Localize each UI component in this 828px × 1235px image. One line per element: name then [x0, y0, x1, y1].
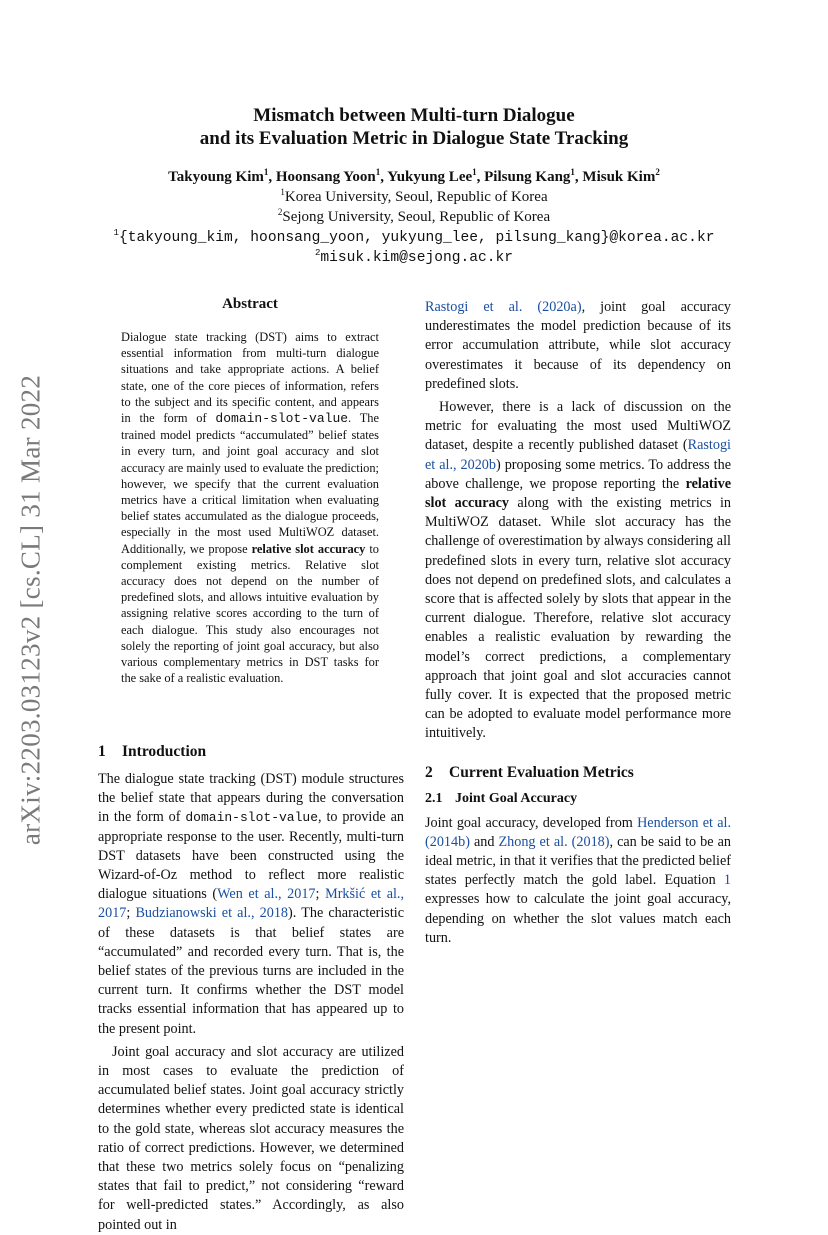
- citation-link[interactable]: Henderson et al. (2014b): [425, 814, 731, 850]
- citation-link[interactable]: Mrkšić et al., 2017: [98, 886, 405, 922]
- section-number: 1: [98, 743, 106, 760]
- body-text: , can be said to be an ideal metric, in that it verifies that the predicted belief states perfectly match the gold label. Equation: [425, 833, 731, 889]
- paper-title: [80, 104, 748, 150]
- equation-reference-link[interactable]: 1: [723, 872, 731, 889]
- title-line-2: and its Evaluation Metric in Dialogue State Tracking: [199, 128, 629, 149]
- abstract-text: Dialogue state tracking (DST) aims to extract essential information from multi-turn dialogue situations and take appropriate actions. A belief state, one of the core pieces of information, refers to the subject and its specific content, and appears in the form of: [121, 330, 379, 426]
- body-text: Joint goal accuracy, developed from: [425, 814, 638, 831]
- section-title: Introduction: [122, 743, 207, 760]
- citation-link[interactable]: Zhong et al. (2018): [498, 833, 610, 850]
- citation-link[interactable]: Wen et al., 2017: [217, 886, 316, 903]
- abstract-body: [121, 329, 379, 686]
- inline-code: domain-slot-value: [185, 810, 318, 826]
- email-line-2: [40, 248, 788, 268]
- body-text: , joint goal accuracy underestimates the model prediction because of its error accumulation attribute, while slot accuracy overestimates it because of its dependency on predefined slots.: [425, 299, 732, 392]
- body-text: Joint goal accuracy and slot accuracy are utilized in most cases to evaluate the prediction of accumulated belief states. Joint goal accuracy strictly determines whether every predicted state is identical to the gold state, whereas slot accuracy measures the ratio of correct predictions. However, we determined that these two metrics solely focus on “penalizing states that fail to predict,” not considering “reward for well-predicted states.” Accordingly, as also pointed out in: [98, 1043, 404, 1233]
- section-title: Current Evaluation Metrics: [449, 763, 634, 781]
- intro-paragraph-3: [425, 398, 731, 744]
- author-name: Yukyung Lee: [387, 169, 473, 185]
- intro-paragraph-1: [98, 770, 404, 1039]
- author-name: Misuk Kim: [582, 169, 656, 185]
- arxiv-identifier-text: arXiv:2203.03123v2 [cs.CL] 31 Mar 2022: [15, 374, 46, 846]
- citation-link[interactable]: Rastogi et al. (2020a): [425, 299, 582, 315]
- abstract-code: domain-slot-value: [215, 411, 349, 427]
- affiliation-2: [60, 207, 768, 227]
- email-mark: 1: [113, 228, 119, 238]
- abstract-text: . The trained model predicts “accumulated” belief states in every turn, and joint goal accuracy and slot accuracy are mainly used to evaluate the prediction; however, we specify that the current evaluation metrics have a critical limitation when evaluating belief states accumulated as the dialogue proceeds, especially in the most used MultiWOZ dataset. Additionally, we propose: [121, 411, 379, 556]
- author-affiliation-mark: 1: [472, 167, 477, 177]
- author-name: Takyoung Kim: [168, 169, 264, 185]
- body-text: However, there is a lack of discussion on the metric for evaluating the most used MultiWOZ dataset, despite a recently published dataset (: [425, 399, 731, 454]
- abstract-text: to complement existing metrics. Relative slot accuracy does not depend on the number of predefined slots, and allows intuitive evaluation by assigning relative scores according to the turn of each dialogue. This study also encourages not solely the reporting of joint goal accuracy, but also various complementary metrics in DST tasks for the sake of a realistic evaluation.: [121, 541, 379, 686]
- author-affiliation-mark: 1: [570, 167, 575, 177]
- subsection-number: 2.1: [425, 790, 443, 806]
- left-column: [98, 743, 404, 1235]
- affiliation-text: Korea University, Seoul, Republic of Korea: [284, 189, 548, 205]
- citation-link[interactable]: Budzianowski et al., 2018: [135, 905, 289, 922]
- arxiv-identifier: [6, 360, 56, 860]
- body-text: ). The characteristic of these datasets is that belief states are “accumulated” and recorded every turn. That is, the belief states of the previous turns are included in the current turn. It confirms whether the DST model tracks essential information that has appeared up to the present point.: [98, 905, 405, 1037]
- section-heading-introduction: [98, 743, 404, 761]
- abstract-heading: Abstract: [222, 296, 278, 312]
- author-affiliation-mark: 1: [375, 167, 381, 177]
- title-line-1: Mismatch between Multi-turn Dialogue: [253, 105, 575, 126]
- email-text: misuk.kim@sejong.ac.kr: [320, 250, 514, 266]
- section-number: 2: [425, 763, 433, 781]
- body-text: , to provide an appropriate response to the user. Recently, multi-turn DST datasets have been constructed using the Wizard-of-Oz method to reflect more realistic dialogue situations (: [98, 809, 405, 903]
- abstract-emphasis: relative slot accuracy: [251, 541, 366, 556]
- author-affiliation-mark: 1: [263, 167, 269, 177]
- body-text: and: [469, 833, 499, 850]
- affiliation-text: Sejong University, Seoul, Republic of Korea: [282, 209, 551, 225]
- joint-goal-paragraph: [425, 814, 731, 948]
- author-name: Pilsung Kang: [484, 169, 571, 185]
- body-text: The dialogue state tracking (DST) module structures the belief state that appears during the conversation in the form of: [98, 771, 404, 826]
- body-text: ) proposing some metrics. To address the above challenge, we propose reporting the: [425, 456, 731, 492]
- citation-separator: ;: [315, 886, 326, 903]
- body-emphasis: relative slot accuracy: [425, 475, 731, 512]
- subsection-title: Joint Goal Accuracy: [455, 790, 578, 806]
- email-line-1: [40, 228, 788, 248]
- body-text: expresses how to calculate the joint goal accuracy, depending on whether the slot values match each turn.: [425, 891, 731, 946]
- author-name: Hoonsang Yoon: [275, 169, 376, 185]
- intro-paragraph-2: [98, 1043, 404, 1235]
- subsection-heading-joint-goal-accuracy: [425, 791, 731, 807]
- author-affiliation-mark: 2: [655, 167, 660, 177]
- section-heading-evaluation-metrics: [425, 764, 731, 782]
- affiliation-1: [60, 187, 768, 207]
- intro-paragraph-2-continued: [425, 298, 731, 394]
- right-column: [425, 299, 731, 948]
- citation-separator: ;: [126, 905, 136, 922]
- author-list: Takyoung Kim$^1$, Hoonsang Yoon$^1$, Yukyung Lee$^1$, Pilsung Kang$^1$, Misuk Kim$^2$: [168, 167, 660, 185]
- affiliation-mark: 2: [277, 207, 283, 217]
- affiliation-mark: 1: [280, 187, 285, 197]
- body-text: along with the existing metrics in MultiWOZ dataset. While slot accuracy has the challenge of overestimation by always considering all predefined slots in every turn, relative slot accuracy does not depend on predefined slots, and calculates a score that is affected solely by slots that appear in the current dialogue. Therefore, relative slot accuracy enables a realistic evaluation by rewarding the model’s correct predictions, a complementary approach that joint goal and slot accuracies cannot fully cover. It is expected that the proposed metric can be adopted to evaluate model performance more intuitively.: [425, 495, 731, 742]
- email-mark: 2: [314, 248, 321, 258]
- email-text: {takyoung_kim, hoonsang_yoon, yukyung_lee, pilsung_kang}@korea.ac.kr: [118, 230, 715, 246]
- citation-link[interactable]: Rastogi et al., 2020b: [425, 437, 731, 473]
